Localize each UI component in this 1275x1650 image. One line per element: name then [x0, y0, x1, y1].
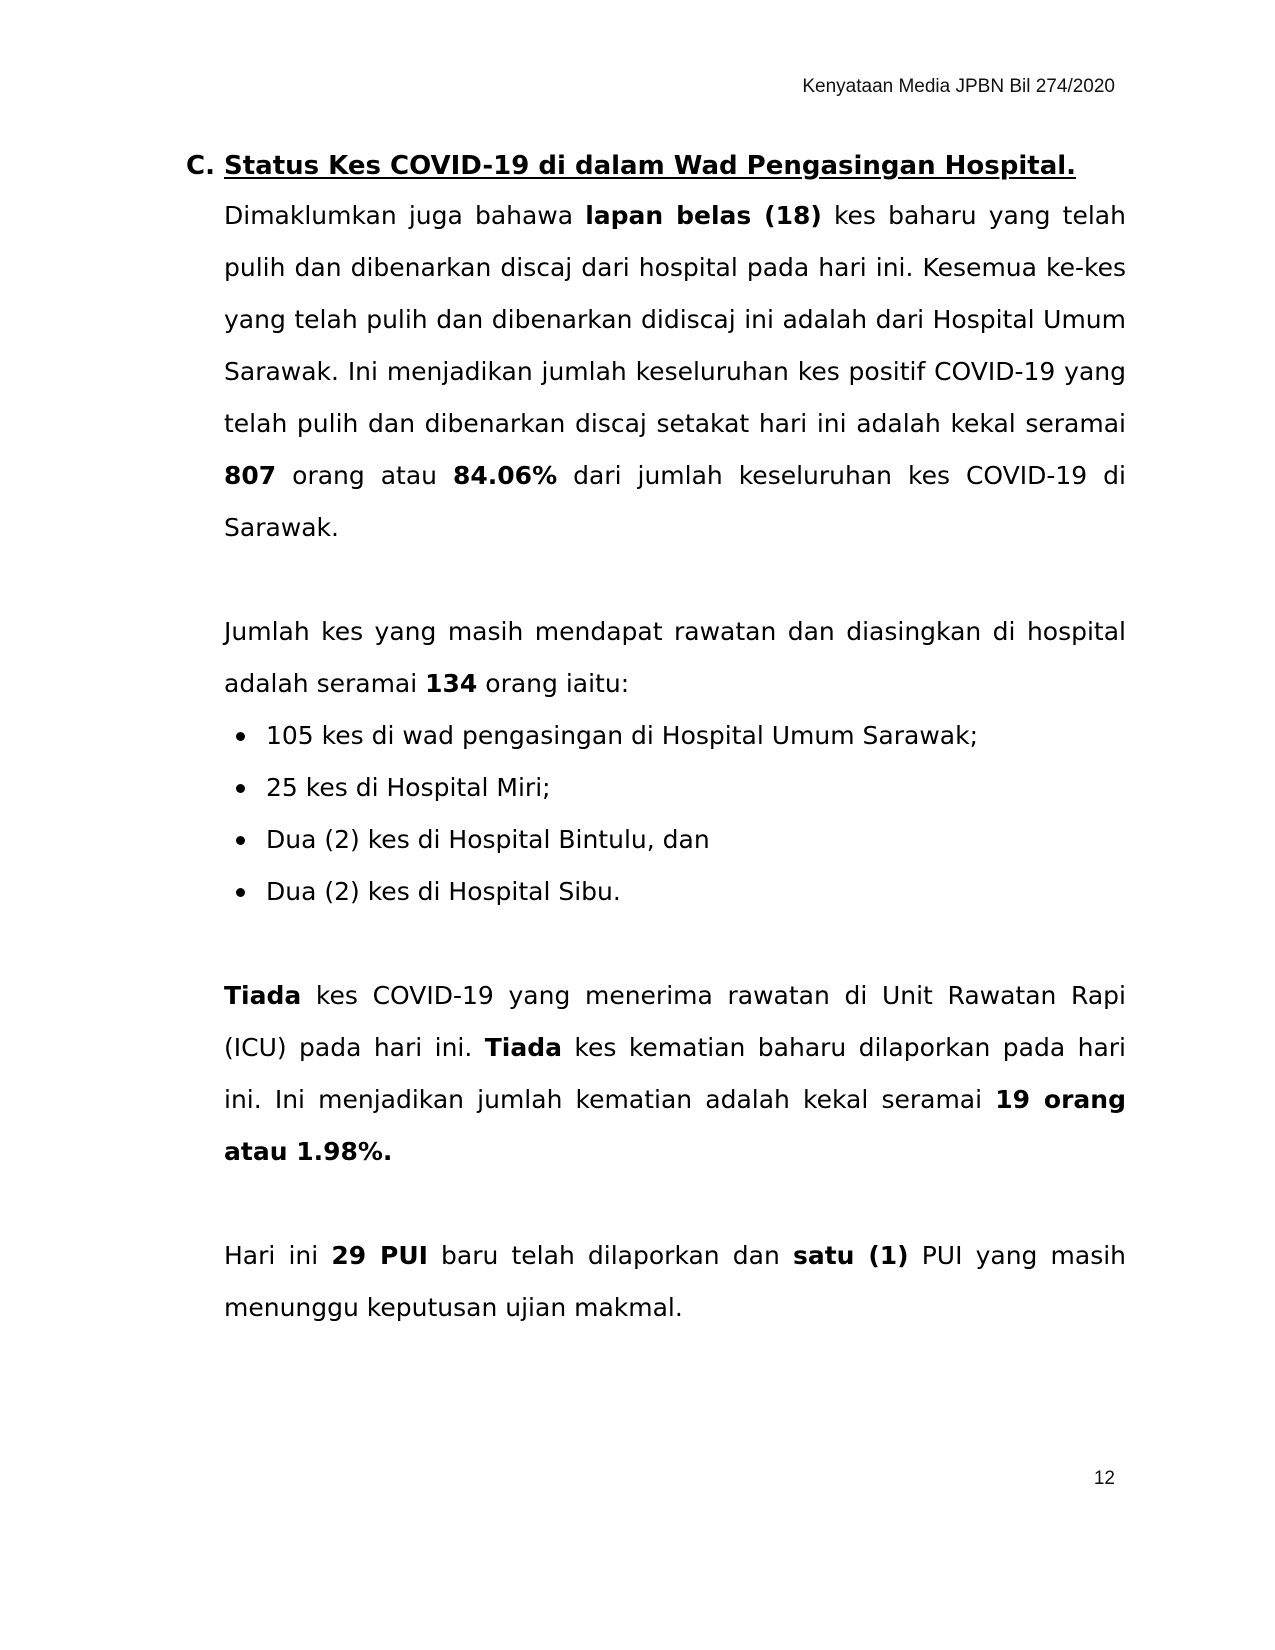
recovery-percentage: 84.06%	[453, 460, 558, 490]
list-item	[224, 866, 1126, 918]
page-number: 12	[1093, 1468, 1115, 1489]
text-span: kes COVID-19 yang menerima rawatan di Unit Rawatan Rapi (ICU) pada hari ini.	[224, 980, 1126, 1062]
bullet-icon	[236, 784, 245, 793]
hospital-list	[224, 710, 1126, 918]
text-span: orang atau	[276, 460, 453, 490]
in-treatment-count: 134	[425, 668, 478, 698]
total-recoveries-count: 807	[224, 460, 277, 490]
section-title: Status Kes COVID-19 di dalam Wad Pengasingan Hospital.	[224, 151, 1077, 181]
death-total: 19 orang atau 1.98%.	[224, 1084, 1126, 1166]
list-item-text: 25 kes di Hospital Miri;	[266, 772, 551, 802]
document-reference: Kenyataan Media JPBN Bil 274/2020	[802, 76, 1115, 97]
bullet-icon	[236, 836, 245, 845]
section-heading	[186, 150, 1126, 184]
section-body	[224, 190, 1126, 1334]
text-span: baru telah dilaporkan dan	[427, 1240, 793, 1270]
section-c	[186, 150, 1126, 1334]
recovery-paragraph	[224, 190, 1126, 554]
list-item-text: Dua (2) kes di Hospital Bintulu, dan	[266, 824, 710, 854]
no-icu-emphasis: Tiada	[224, 980, 302, 1010]
text-span: kes baharu yang telah pulih dan dibenarkan discaj dari hospital pada hari ini. Kesemua ke-kes yang telah pulih dan dibenarkan didiscaj ini adalah dari Hospital Umum Sarawak. Ini menjadikan jumlah keseluruhan kes positif COVID-19 yang telah pulih dan dibenarkan discaj setakat hari ini adalah kekal seramai	[224, 200, 1126, 438]
text-span: Dimaklumkan juga bahawa	[224, 200, 586, 230]
new-recoveries-count: lapan belas (18)	[585, 200, 822, 230]
bullet-icon	[236, 732, 245, 741]
list-item	[224, 710, 1126, 762]
section-letter: C.	[186, 151, 215, 181]
list-item	[224, 762, 1126, 814]
list-item-text: Dua (2) kes di Hospital Sibu.	[266, 876, 621, 906]
text-span: Jumlah kes yang masih mendapat rawatan dan diasingkan di hospital adalah seramai	[224, 616, 1126, 698]
list-item-text: 105 kes di wad pengasingan di Hospital Umum Sarawak;	[266, 720, 978, 750]
text-span: PUI yang masih menunggu keputusan ujian makmal.	[224, 1240, 1127, 1322]
icu-death-paragraph	[224, 970, 1126, 1178]
pui-paragraph	[224, 1230, 1126, 1334]
bullet-icon	[236, 888, 245, 897]
text-span: kes kematian baharu dilaporkan pada hari ini. Ini menjadikan jumlah kematian adalah kekal seramai	[224, 1032, 1126, 1114]
text-span: Hari ini	[224, 1240, 332, 1270]
list-item	[224, 814, 1126, 866]
no-death-emphasis: Tiada	[484, 1032, 562, 1062]
new-pui-count: 29 PUI	[331, 1240, 428, 1270]
treatment-paragraph	[224, 606, 1126, 710]
pending-pui-count: satu (1)	[792, 1240, 909, 1270]
text-span: dari jumlah keseluruhan kes COVID-19 di Sarawak.	[224, 460, 1126, 542]
text-span: orang iaitu:	[477, 668, 630, 698]
